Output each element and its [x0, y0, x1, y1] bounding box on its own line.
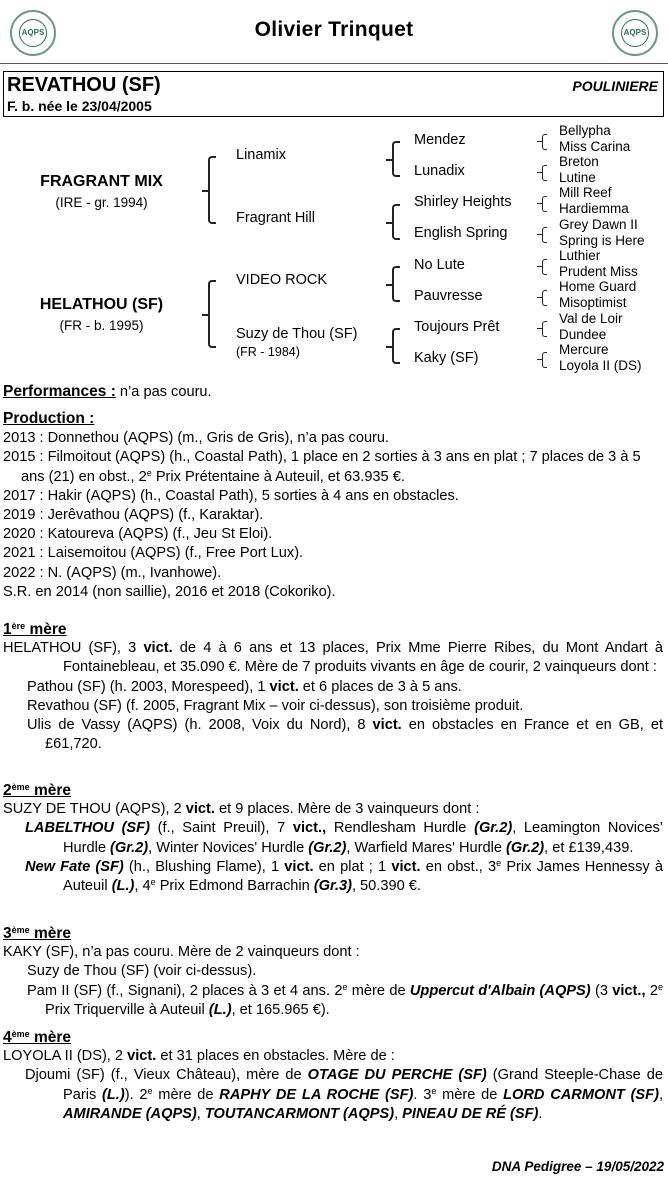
first-dam-text: HELATHOU (SF), 3 vict. de 4 à 6 ans et 13 places, Prix Mme Pierre Ribes, du Mont Andart à Fontainebleau, et 35.090 €. Mère de 7 produits vivants en âge de courir, 2 vainqueurs dont : — [3, 640, 663, 676]
third-dam-heading: 3ème mère — [3, 925, 72, 942]
sire-bracket — [208, 156, 216, 224]
ggg-bracket-3 — [542, 196, 547, 212]
ss-bracket — [392, 141, 400, 177]
second-dam-heading: 2ème mère — [3, 782, 72, 799]
second-dam-child-2: New Fate (SF) (h., Blushing Flame), 1 vict. en plat ; 1 vict. en obst., 3e Prix James Hennessy à Auteuil (L.), 4e Prix Edmond Barrachin (Gr.3), 50.390 €. — [25, 857, 663, 895]
dam-name: HELATHOU (SF) — [39, 296, 164, 313]
first-dam-child-3: Ulis de Vassy (AQPS) (h. 2008, Voix du Nord), 8 vict. en obstacles en France et en GB, et £61,720. — [27, 717, 663, 753]
ggg-bracket-5 — [542, 259, 547, 275]
fourth-dam-heading: 4ème mère — [3, 1029, 72, 1046]
production-heading: Production : — [3, 410, 95, 427]
production-2021: 2021 : Laisemoitou (AQPS) (f., Free Port Lux). — [3, 545, 304, 562]
performances-section — [3, 382, 663, 402]
first-dam-heading: 1ère mère — [3, 621, 67, 638]
great-grandparent-8: Kaky (SF) — [414, 350, 479, 366]
ggg-15: Mercure — [559, 342, 609, 357]
ggg-3: Breton — [559, 154, 599, 169]
ggg-2: Miss Carina — [559, 139, 631, 154]
ggg-14: Dundee — [559, 327, 607, 342]
ggg-12: Misoptimist — [559, 295, 627, 310]
great-grandparent-1: Mendez — [414, 132, 466, 148]
owner-name: Olivier Trinquet — [254, 18, 414, 41]
aqps-logo-left: AQPS — [10, 10, 56, 56]
fourth-dam-child-1: Djoumi (SF) (f., Vieux Château), mère de OTAGE DU PERCHE (SF) (Grand Steeple-Chase de Paris (L.)). 2e mère de RAPHY DE LA ROCHE (SF). 3e mère de LORD CARMONT (SF), AMIRANDE (AQPS), TOUTANCARMONT (AQPS), PINEAU DE RÉ (SF). — [25, 1067, 663, 1122]
ggg-bracket-7 — [542, 321, 547, 337]
ggg-11: Home Guard — [559, 279, 637, 294]
production-2022: 2022 : N. (AQPS) (m., Ivanhowe). — [3, 564, 222, 581]
ggg-9: Luthier — [559, 248, 601, 263]
grandparent-sd: Fragrant Hill — [236, 210, 315, 226]
second-dam-section — [3, 781, 663, 896]
performances-text: n’a pas couru. — [119, 384, 212, 400]
ds-bracket — [392, 266, 400, 302]
third-dam-child-2: Pam II (SF) (f., Signani), 2 places à 3 et 4 ans. 2e mère de Uppercut d'Albain (AQPS) (3 vict., 2e Prix Triquerville à Auteuil (L.), et 165.965 €). — [27, 981, 663, 1018]
sire-origin: (IRE - gr. 1994) — [55, 195, 148, 210]
ggg-6: Hardiemma — [559, 201, 629, 216]
production-2017: 2017 : Hakir (AQPS) (h., Coastal Path), 5 sorties à 4 ans en obstacles. — [3, 487, 459, 504]
third-dam-section — [3, 924, 663, 1020]
production-2019: 2019 : Jerêvathou (AQPS) (f., Karaktar). — [3, 507, 264, 524]
ggg-4: Lutine — [559, 170, 596, 185]
dam-bracket — [208, 280, 216, 348]
third-dam-child-1: Suzy de Thou (SF) (voir ci-dessus). — [27, 963, 257, 980]
first-dam-section — [3, 620, 663, 754]
horse-category: POULINIERE — [572, 78, 658, 94]
dd-bracket — [392, 328, 400, 364]
ggg-bracket-4 — [542, 227, 547, 243]
fourth-dam-section — [3, 1028, 663, 1124]
footer-credit: DNA Pedigree – 19/05/2022 — [491, 1159, 664, 1174]
sd-bracket — [392, 204, 400, 240]
ggg-16: Loyola II (DS) — [559, 358, 642, 373]
ggg-7: Grey Dawn II — [559, 217, 638, 232]
production-2013: 2013 : Donnethou (AQPS) (m., Gris de Gris), n’a pas couru. — [3, 430, 390, 447]
aqps-logo-right: AQPS — [612, 10, 658, 56]
production-2015: 2015 : Filmoitout (AQPS) (h., Coastal Path), 1 place en 2 sorties à 3 ans en plat ; 7 places de 3 à 5 ans (21) en obst., 2e Prix Prétentaine à Auteuil, et 63.935 €. — [3, 449, 641, 485]
ggg-13: Val de Loir — [559, 311, 623, 326]
ggg-5: Mill Reef — [559, 185, 612, 200]
dam-origin: (FR - b. 1995) — [59, 318, 144, 333]
great-grandparent-2: Lunadix — [414, 163, 465, 179]
production-2020: 2020 : Katoureva (AQPS) (f., Jeu St Eloi). — [3, 526, 273, 543]
horse-description: F. b. née le 23/04/2005 — [7, 98, 152, 114]
ggg-8: Spring is Here — [559, 233, 645, 248]
production-sr: S.R. en 2014 (non saillie), 2016 et 2018 (Cokoriko). — [3, 583, 336, 600]
performances-heading: Performances : — [3, 383, 116, 400]
ggg-10: Prudent Miss — [559, 264, 638, 279]
second-dam-child-1: LABELTHOU (SF) (f., Saint Preuil), 7 vict., Rendlesham Hurdle (Gr.2), Leamington Novices’ Hurdle (Gr.2), Winter Novices' Hurdle (Gr.2), Warfield Mares' Hurdle (Gr.2), et £139,439. — [25, 820, 663, 856]
ggg-bracket-8 — [542, 352, 547, 368]
great-grandparent-4: English Spring — [414, 225, 508, 241]
first-dam-child-1: Pathou (SF) (h. 2003, Morespeed), 1 vict. et 6 places de 3 à 5 ans. — [27, 678, 462, 695]
great-grandparent-7: Toujours Prêt — [414, 319, 500, 335]
grandparent-dd: Suzy de Thou (SF) — [236, 326, 358, 342]
header-rule — [0, 63, 668, 64]
great-grandparent-3: Shirley Heights — [414, 194, 512, 210]
grandparent-ss: Linamix — [236, 147, 286, 163]
fourth-dam-text: LOYOLA II (DS), 2 vict. et 31 places en obstacles. Mère de : — [3, 1048, 395, 1065]
ggg-bracket-1 — [542, 134, 547, 150]
third-dam-text: KAKY (SF), n’a pas couru. Mère de 2 vainqueurs dont : — [3, 944, 360, 961]
first-dam-child-2: Revathou (SF) (f. 2005, Fragrant Mix – voir ci-dessus), son troisième produit. — [27, 697, 524, 714]
production-section — [3, 409, 663, 602]
horse-name: REVATHOU (SF) — [7, 74, 161, 96]
second-dam-text: SUZY DE THOU (AQPS), 2 vict. et 9 places. Mère de 3 vainqueurs dont : — [3, 801, 480, 818]
great-grandparent-5: No Lute — [414, 257, 465, 273]
ggg-1: Bellypha — [559, 123, 611, 138]
great-grandparent-6: Pauvresse — [414, 288, 483, 304]
grandparent-ds: VIDEO ROCK — [236, 272, 328, 288]
sire-name: FRAGRANT MIX — [40, 173, 163, 190]
ggg-bracket-6 — [542, 290, 547, 306]
grandparent-dd-origin: (FR - 1984) — [236, 345, 300, 359]
ggg-bracket-2 — [542, 165, 547, 181]
